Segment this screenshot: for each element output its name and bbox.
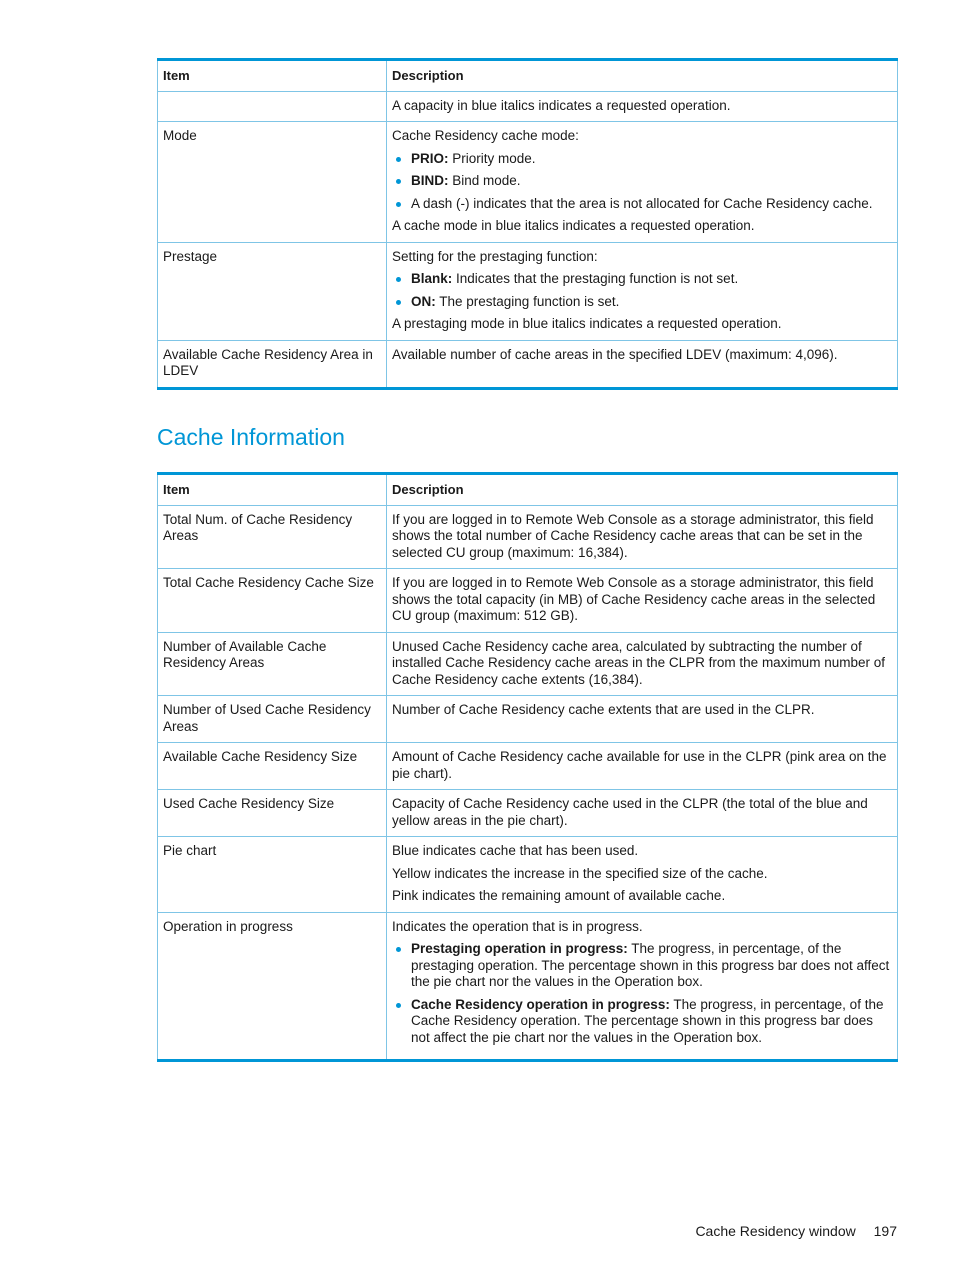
bullet-text: The progress, in percentage, of the Cache Residency operation. The percentage shown in this progress bar does not affect the pie chart nor the values in the Operation box. — [411, 996, 884, 1045]
table-1 — [157, 58, 898, 390]
table-header-row — [158, 60, 898, 92]
bullet-item — [392, 173, 892, 190]
description-cell — [387, 91, 898, 122]
description-text: Amount of Cache Residency cache available for use in the CLPR (pink area on the pie chart). — [392, 749, 887, 781]
description-text: Setting for the prestaging function: — [392, 248, 598, 264]
description-cell — [387, 790, 898, 837]
bullet-text: The progress, in percentage, of the prestaging operation. The percentage shown in this progress bar does not affect the pie chart nor the values in the Operation box. — [411, 941, 890, 989]
table-row — [158, 837, 898, 913]
bullet-text: Indicates that the prestaging function is not set. — [452, 271, 739, 286]
description-text: Capacity of Cache Residency cache used in the CLPR (the total of the blue and yellow areas in the pie chart). — [392, 796, 868, 828]
item-cell — [158, 91, 387, 122]
description-note: A prestaging mode in blue italics indicates a requested operation. — [392, 316, 782, 331]
table-row — [158, 790, 898, 837]
description-cell — [387, 837, 898, 913]
description-cell — [387, 505, 898, 569]
table-2-body — [158, 505, 898, 1061]
description-text: Blue indicates cache that has been used. — [392, 843, 639, 858]
bullet-term: Cache Residency operation in progress: — [411, 996, 670, 1012]
header-description: Description — [387, 60, 898, 92]
bullet-item — [392, 271, 892, 288]
description-cell — [387, 242, 898, 340]
item-cell: Available Cache Residency Size — [158, 743, 387, 790]
bullet-item — [392, 997, 892, 1047]
description-text: Unused Cache Residency cache area, calculated by subtracting the number of installed Cache Residency cache areas in the CLPR from the maximum number of Cache Residency cache extents (16,384). — [392, 638, 885, 687]
table-1-body — [158, 91, 898, 388]
bullet-text: Bind mode. — [448, 173, 521, 188]
description-text: Indicates the operation that is in progress. — [392, 918, 643, 934]
bullet-text: A dash (-) indicates that the area is not allocated for Cache Residency cache. — [411, 195, 873, 211]
footer-section-title: Cache Residency window — [695, 1223, 856, 1239]
item-cell: Mode — [158, 122, 387, 243]
header-item: Item — [158, 474, 387, 506]
item-cell: Prestage — [158, 242, 387, 340]
description-cell — [387, 632, 898, 696]
header-item: Item — [158, 60, 387, 92]
bullet-item — [392, 941, 892, 991]
table-row — [158, 91, 898, 122]
item-cell: Total Num. of Cache Residency Areas — [158, 505, 387, 569]
bullet-list — [392, 271, 892, 310]
bullet-text: The prestaging function is set. — [435, 293, 620, 309]
item-cell: Operation in progress — [158, 912, 387, 1061]
description-text: If you are logged in to Remote Web Console as a storage administrator, this field shows the total number of Cache Residency cache areas that can be set in the selected CU group (maximum: 16,384). — [392, 511, 874, 560]
page-number: 197 — [873, 1223, 897, 1239]
description-text: A capacity in blue italics indicates a requested operation. — [392, 97, 731, 113]
description-cell — [387, 743, 898, 790]
table-row — [158, 743, 898, 790]
bullet-term: Prestaging operation in progress: — [411, 941, 628, 956]
description-note: Yellow indicates the increase in the specified size of the cache. — [392, 865, 768, 881]
description-text: Number of Cache Residency cache extents that are used in the CLPR. — [392, 702, 815, 717]
bullet-item — [392, 151, 892, 168]
description-note: A cache mode in blue italics indicates a requested operation. — [392, 218, 755, 233]
item-cell: Number of Available Cache Residency Areas — [158, 632, 387, 696]
bullet-term: ON: — [411, 293, 436, 309]
description-note: Pink indicates the remaining amount of available cache. — [392, 888, 726, 903]
table-header-row — [158, 474, 898, 506]
bullet-term: PRIO: — [411, 150, 449, 166]
table-row — [158, 632, 898, 696]
table-row — [158, 340, 898, 388]
description-cell — [387, 912, 898, 1061]
description-cell — [387, 696, 898, 743]
table-row — [158, 569, 898, 633]
table-row — [158, 122, 898, 243]
description-text: If you are logged in to Remote Web Console as a storage administrator, this field shows the total capacity (in MB) of Cache Residency cache areas in the selected CU group (maximum: 512 GB). — [392, 575, 876, 623]
description-cell — [387, 122, 898, 243]
description-text: Available number of cache areas in the specified LDEV (maximum: 4,096). — [392, 346, 838, 362]
table-row — [158, 242, 898, 340]
item-cell: Number of Used Cache Residency Areas — [158, 696, 387, 743]
description-cell — [387, 340, 898, 388]
page-footer — [695, 1223, 897, 1239]
table-2 — [157, 472, 898, 1062]
bullet-list — [392, 941, 892, 1046]
bullet-item — [392, 294, 892, 311]
bullet-term: BIND: — [411, 173, 449, 188]
description-text: Cache Residency cache mode: — [392, 128, 579, 143]
bullet-item — [392, 196, 892, 213]
section-heading: Cache Information — [157, 424, 345, 450]
table-row — [158, 505, 898, 569]
bullet-text: Priority mode. — [448, 150, 536, 166]
bullet-term: Blank: — [411, 271, 453, 286]
table-row — [158, 696, 898, 743]
table-row — [158, 912, 898, 1061]
header-description: Description — [387, 474, 898, 506]
item-cell: Total Cache Residency Cache Size — [158, 569, 387, 633]
bullet-list — [392, 151, 892, 213]
item-cell: Available Cache Residency Area in LDEV — [158, 340, 387, 388]
description-cell — [387, 569, 898, 633]
item-cell: Pie chart — [158, 837, 387, 913]
item-cell: Used Cache Residency Size — [158, 790, 387, 837]
